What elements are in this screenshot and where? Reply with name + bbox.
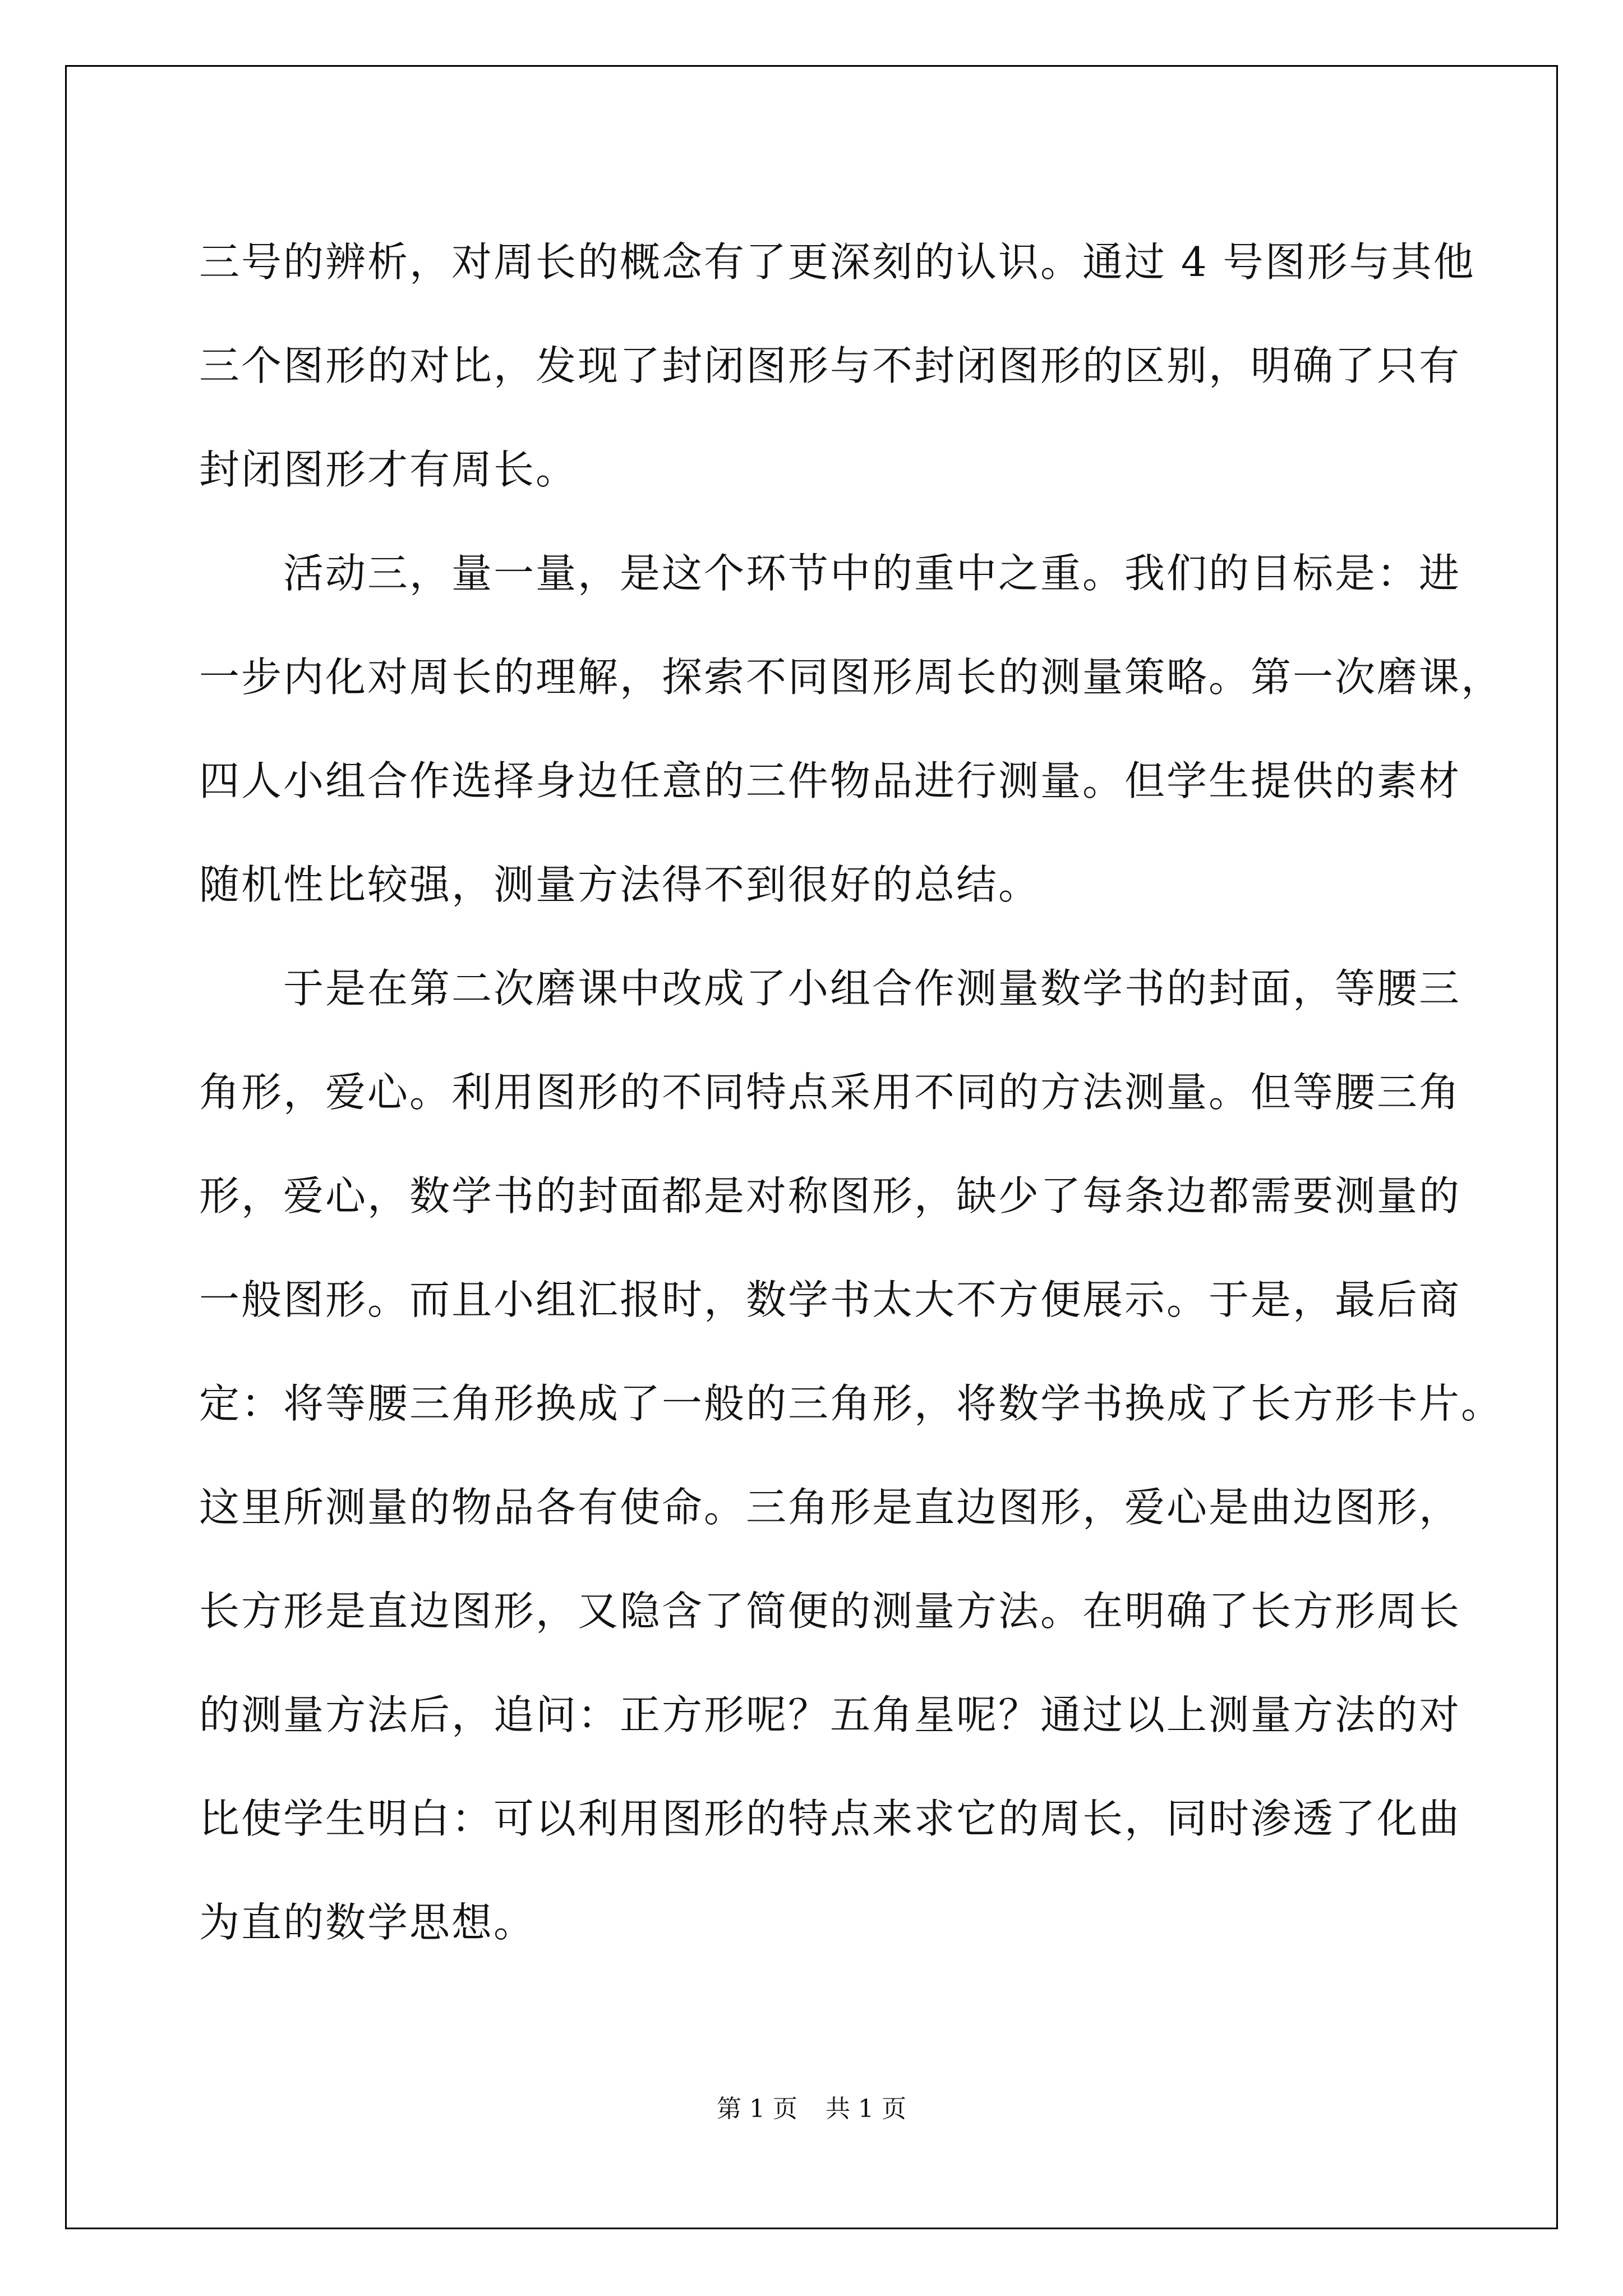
text-line: 三号的辨析，对周长的概念有了更深刻的认识。通过 4 号图形与其他	[199, 238, 1476, 286]
text-line: 比使学生明白：可以利用图形的特点来求它的周长，同时渗透了化曲	[199, 1795, 1461, 1842]
text-line: 于是在第二次磨课中改成了小组合作测量数学书的封面，等腰三	[199, 965, 1461, 1012]
text-line: 四人小组合作选择身边任意的三件物品进行测量。但学生提供的素材	[199, 757, 1461, 804]
text-line: 一步内化对周长的理解，探索不同图形周长的测量策略。第一次磨课，	[199, 654, 1504, 701]
text-line: 长方形是直边图形，又隐含了简便的测量方法。在明确了长方形周长	[199, 1588, 1461, 1635]
text-line: 随机性比较强，测量方法得不到很好的总结。	[199, 861, 1041, 908]
page-number-current: 第 1 页	[717, 2095, 797, 2123]
text-line: 封闭图形才有周长。	[199, 446, 578, 493]
text-line: 定：将等腰三角形换成了一般的三角形，将数学书换成了长方形卡片。	[199, 1380, 1504, 1427]
text-line: 这里所测量的物品各有使命。三角形是直边图形，爱心是曲边图形，	[199, 1484, 1461, 1531]
text-line: 为直的数学思想。	[199, 1899, 536, 1946]
text-line: 的测量方法后，追问：正方形呢？五角星呢？通过以上测量方法的对	[199, 1691, 1461, 1738]
document-body	[199, 210, 1504, 1975]
page-number-total: 共 1 页	[826, 2095, 906, 2123]
text-line: 角形，爱心。利用图形的不同特点采用不同的方法测量。但等腰三角	[199, 1069, 1461, 1116]
page-footer	[0, 2092, 1623, 2126]
text-line: 形，爱心，数学书的封面都是对称图形，缺少了每条边都需要测量的	[199, 1172, 1461, 1220]
text-line: 三个图形的对比，发现了封闭图形与不封闭图形的区别，明确了只有	[199, 342, 1461, 389]
text-line: 活动三，量一量，是这个环节中的重中之重。我们的目标是：进	[199, 550, 1461, 597]
text-line: 一般图形。而且小组汇报时，数学书太大不方便展示。于是，最后商	[199, 1276, 1461, 1323]
